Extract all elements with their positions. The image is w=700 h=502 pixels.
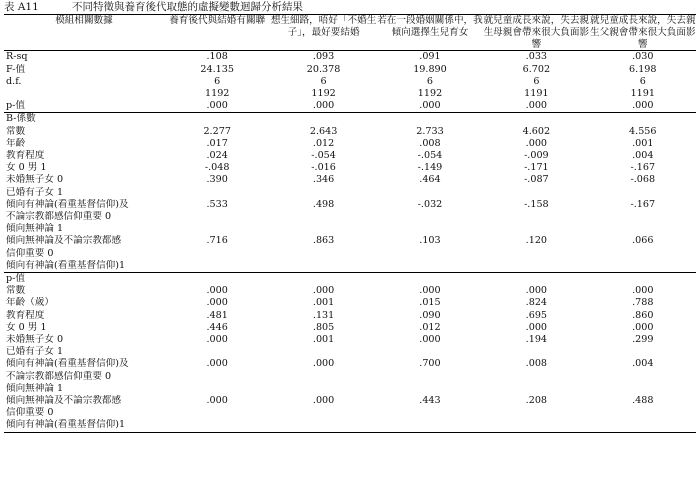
row-label: 傾向無神論 1 [6, 223, 64, 235]
value-cell: .000 [632, 100, 654, 112]
value-cell: .390 [206, 174, 228, 186]
value-cell: .000 [206, 100, 228, 112]
row-label: 未婚無子女 0 [6, 174, 64, 186]
value-cell: .012 [419, 321, 441, 333]
value-cell: .346 [312, 174, 335, 186]
table-row [4, 285, 696, 297]
value-cell [483, 346, 589, 358]
value-cell: .498 [312, 198, 335, 210]
table-row [4, 51, 696, 64]
value-cell [483, 407, 589, 419]
table-row [4, 334, 696, 346]
table-row [4, 419, 696, 432]
value-cell: .024 [206, 150, 228, 162]
value-cell: .004 [632, 150, 654, 162]
column-header-1: 養育後代與結婚有關聯 [169, 15, 266, 26]
value-cell: .000 [419, 285, 441, 297]
value-cell [483, 419, 589, 432]
value-cell: 6.702 [522, 63, 551, 75]
value-cell: 1192 [311, 88, 336, 99]
value-cell [590, 383, 696, 395]
value-cell: .000 [206, 297, 228, 309]
b-coefficient-section [4, 113, 696, 273]
table-number: 表 A11 [4, 1, 39, 13]
value-cell [164, 211, 270, 223]
value-cell: .000 [312, 358, 335, 370]
table-row [4, 297, 696, 309]
value-cell: 2.277 [203, 125, 231, 137]
value-cell: .488 [632, 395, 654, 407]
table-row [4, 162, 696, 174]
table-caption [4, 0, 696, 14]
regression-table [4, 14, 696, 433]
value-cell: -.158 [524, 198, 549, 210]
row-label: F-值 [6, 63, 26, 75]
row-label: 傾向無神論 1 [6, 382, 64, 394]
value-cell: 6 [639, 75, 646, 87]
value-cell: .000 [312, 395, 335, 407]
value-cell: .091 [419, 51, 441, 63]
table-row [4, 248, 696, 260]
value-cell [590, 223, 696, 235]
value-cell [270, 248, 376, 260]
row-label: 傾向有神論(看重基督信仰)及 [6, 198, 129, 210]
value-cell [377, 187, 483, 199]
value-cell [590, 273, 696, 286]
value-cell [164, 113, 270, 126]
value-cell: -.054 [311, 150, 336, 162]
value-cell [590, 113, 696, 126]
value-cell: .000 [525, 100, 548, 112]
value-cell: .533 [206, 198, 228, 210]
value-cell [164, 187, 270, 199]
value-cell [270, 407, 376, 419]
value-cell: .863 [312, 235, 335, 247]
value-cell: .700 [419, 358, 441, 370]
row-label: 傾向有神論(看重基督信仰)及 [6, 358, 129, 370]
row-label: 傾向有神論(看重基督信仰)1 [4, 419, 164, 432]
table-row [4, 174, 696, 186]
value-cell: .000 [206, 358, 228, 370]
value-cell: .860 [632, 309, 654, 321]
row-label: 女 0 男 1 [6, 162, 47, 174]
value-cell [377, 260, 483, 273]
value-cell: .001 [312, 334, 335, 346]
value-cell: .017 [206, 137, 228, 149]
value-cell [377, 383, 483, 395]
value-cell: .446 [206, 321, 228, 333]
table-row [4, 346, 696, 358]
value-cell: .000 [419, 100, 441, 112]
value-cell: 6 [320, 75, 327, 87]
value-cell [377, 113, 483, 126]
value-cell: -.087 [524, 174, 549, 186]
value-cell: 6 [426, 75, 434, 87]
value-cell: .000 [312, 285, 335, 297]
value-cell: -.048 [204, 162, 230, 174]
value-cell: -.171 [524, 162, 549, 174]
model-stats-section [4, 51, 696, 113]
row-label-header: 模組相關數據 [55, 15, 113, 26]
table-row [4, 322, 696, 334]
value-cell: 1191 [524, 88, 549, 99]
value-cell: 2.643 [309, 125, 338, 137]
pvalues-heading-row [4, 273, 696, 286]
value-cell [590, 346, 696, 358]
value-cell: .824 [525, 297, 548, 309]
value-cell [377, 346, 483, 358]
table-header [4, 15, 696, 51]
value-cell [377, 407, 483, 419]
table-row [4, 383, 696, 395]
value-cell: 4.556 [629, 125, 657, 137]
value-cell: .208 [525, 395, 548, 407]
value-cell [164, 260, 270, 273]
table-row [4, 199, 696, 211]
pvalues-heading: p-值 [4, 273, 164, 286]
value-cell: .788 [632, 297, 654, 309]
value-cell [164, 273, 270, 286]
value-cell: .000 [206, 334, 228, 346]
value-cell [590, 187, 696, 199]
value-cell [590, 248, 696, 260]
table-row [4, 64, 696, 76]
value-cell [164, 223, 270, 235]
column-header-2: 想生細路，唔好「不婚生子」，最好要結婚 [270, 15, 377, 38]
value-cell [164, 248, 270, 260]
value-cell [270, 273, 376, 286]
value-cell: 4.602 [522, 125, 551, 137]
row-label: 傾向無神論及不論宗教都感 [6, 235, 122, 247]
table-row [4, 138, 696, 150]
value-cell: .299 [632, 334, 654, 346]
value-cell: .695 [525, 309, 548, 321]
table-row [4, 126, 696, 138]
value-cell: .001 [632, 137, 654, 149]
value-cell [270, 260, 376, 273]
value-cell: .015 [419, 297, 441, 309]
value-cell: .194 [525, 334, 548, 346]
value-cell: .030 [632, 51, 654, 63]
value-cell: .004 [632, 358, 654, 370]
table-row [4, 310, 696, 322]
value-cell: .008 [419, 137, 441, 149]
value-cell [590, 371, 696, 383]
value-cell [483, 223, 589, 235]
table-row [4, 187, 696, 199]
value-cell: 6 [214, 75, 221, 87]
value-cell: 1192 [204, 88, 230, 99]
row-label: 女 0 男 1 [6, 321, 47, 333]
value-cell [483, 211, 589, 223]
value-cell: .443 [419, 395, 441, 407]
value-cell [377, 248, 483, 260]
value-cell [270, 419, 376, 432]
row-label: 傾向無神論及不論宗教都感 [6, 395, 122, 407]
row-label: 信仰重要 0 [6, 407, 54, 419]
row-label: 教育程度 [6, 150, 45, 162]
value-cell [164, 419, 270, 432]
value-cell [270, 187, 376, 199]
value-cell: .716 [206, 235, 228, 247]
value-cell: 24.135 [200, 63, 234, 75]
value-cell [377, 223, 483, 235]
value-cell: .464 [419, 174, 441, 186]
row-label: 教育程度 [6, 309, 45, 321]
value-cell [377, 211, 483, 223]
value-cell [270, 371, 376, 383]
value-cell [270, 223, 376, 235]
value-cell: .000 [525, 137, 548, 149]
value-cell [270, 211, 376, 223]
value-cell [377, 371, 483, 383]
value-cell [590, 419, 696, 432]
beta-heading-row [4, 113, 696, 126]
value-cell [483, 187, 589, 199]
column-header-5: 就兒童成長來說，失去親生父親會帶來很大負面影響 [590, 15, 696, 50]
value-cell: 2.733 [416, 125, 444, 137]
value-cell: .093 [312, 51, 335, 63]
value-cell: .103 [419, 235, 441, 247]
row-label: 已婚有子女 1 [6, 346, 64, 358]
table-row [4, 371, 696, 383]
table-row [4, 100, 696, 113]
p-value-section [4, 273, 696, 433]
row-label: p-值 [6, 100, 25, 112]
row-label: 常數 [6, 285, 26, 297]
table-row [4, 88, 696, 100]
row-label: 年齡 [6, 137, 26, 149]
value-cell: .000 [206, 285, 228, 297]
value-cell: .033 [525, 51, 548, 63]
table-title: 不同特徵與養育後代取態的虛擬變數迴歸分析結果 [72, 1, 303, 13]
column-header-3: 若在一段婚姻關係中，我傾向選擇生兒育女 [377, 15, 483, 38]
row-label: 不論宗教都感信仰重要 0 [6, 370, 112, 382]
table-row [4, 358, 696, 370]
value-cell: 1191 [630, 88, 655, 99]
table-row [4, 223, 696, 235]
beta-heading: B-係數 [4, 113, 164, 126]
row-label [4, 88, 164, 100]
row-label: 信仰重要 0 [6, 247, 54, 259]
table-row [4, 407, 696, 419]
value-cell [483, 273, 589, 286]
value-cell: .000 [206, 395, 228, 407]
value-cell: .108 [206, 51, 228, 63]
row-label: R-sq [6, 51, 28, 63]
value-cell: .120 [525, 235, 548, 247]
value-cell: -.032 [417, 198, 443, 210]
row-label: 已婚有子女 1 [6, 186, 64, 198]
row-label: 年齡（歲） [6, 297, 54, 309]
value-cell: 6.198 [629, 63, 657, 75]
value-cell [590, 260, 696, 273]
value-cell: -.068 [630, 174, 656, 186]
value-cell: .001 [312, 297, 335, 309]
value-cell: .000 [525, 321, 548, 333]
table-row [4, 395, 696, 407]
value-cell: 19.890 [413, 63, 447, 75]
value-cell: .000 [419, 334, 441, 346]
value-cell [483, 371, 589, 383]
value-cell: -.167 [630, 162, 656, 174]
value-cell: -.167 [630, 198, 656, 210]
value-cell [270, 383, 376, 395]
table-row [4, 76, 696, 88]
row-label: 未婚無子女 0 [6, 334, 64, 346]
value-cell [164, 371, 270, 383]
value-cell [590, 407, 696, 419]
value-cell [483, 113, 589, 126]
value-cell [164, 383, 270, 395]
value-cell: .000 [632, 285, 654, 297]
value-cell: .000 [632, 321, 654, 333]
table-row [4, 260, 696, 273]
value-cell [270, 346, 376, 358]
value-cell [270, 113, 376, 126]
value-cell: .008 [525, 358, 548, 370]
value-cell [164, 346, 270, 358]
value-cell [483, 248, 589, 260]
value-cell: -.016 [311, 162, 336, 174]
value-cell: .090 [419, 309, 441, 321]
value-cell: -.009 [524, 150, 549, 162]
table-row [4, 235, 696, 247]
value-cell: 20.378 [306, 63, 341, 75]
table-row [4, 150, 696, 162]
row-label: d.f. [6, 75, 22, 87]
value-cell [483, 260, 589, 273]
column-header-4: 就兒童成長來說，失去親生母親會帶來很大負面影響 [483, 15, 590, 50]
value-cell: .481 [206, 309, 228, 321]
value-cell [164, 407, 270, 419]
value-cell: -.149 [417, 162, 443, 174]
value-cell: .000 [525, 285, 548, 297]
value-cell [590, 211, 696, 223]
table-row [4, 211, 696, 223]
value-cell: .805 [312, 321, 335, 333]
row-label: 不論宗教都感信仰重要 0 [6, 211, 112, 223]
value-cell: .131 [312, 309, 335, 321]
value-cell: -.054 [417, 150, 443, 162]
row-label: 傾向有神論(看重基督信仰)1 [4, 260, 164, 273]
value-cell [483, 383, 589, 395]
row-label: 常數 [6, 125, 26, 137]
value-cell: .000 [312, 100, 335, 112]
value-cell [377, 419, 483, 432]
value-cell: .012 [312, 137, 335, 149]
value-cell [377, 273, 483, 286]
value-cell: 6 [533, 75, 540, 87]
value-cell: 1192 [417, 88, 443, 99]
value-cell: .066 [632, 235, 654, 247]
